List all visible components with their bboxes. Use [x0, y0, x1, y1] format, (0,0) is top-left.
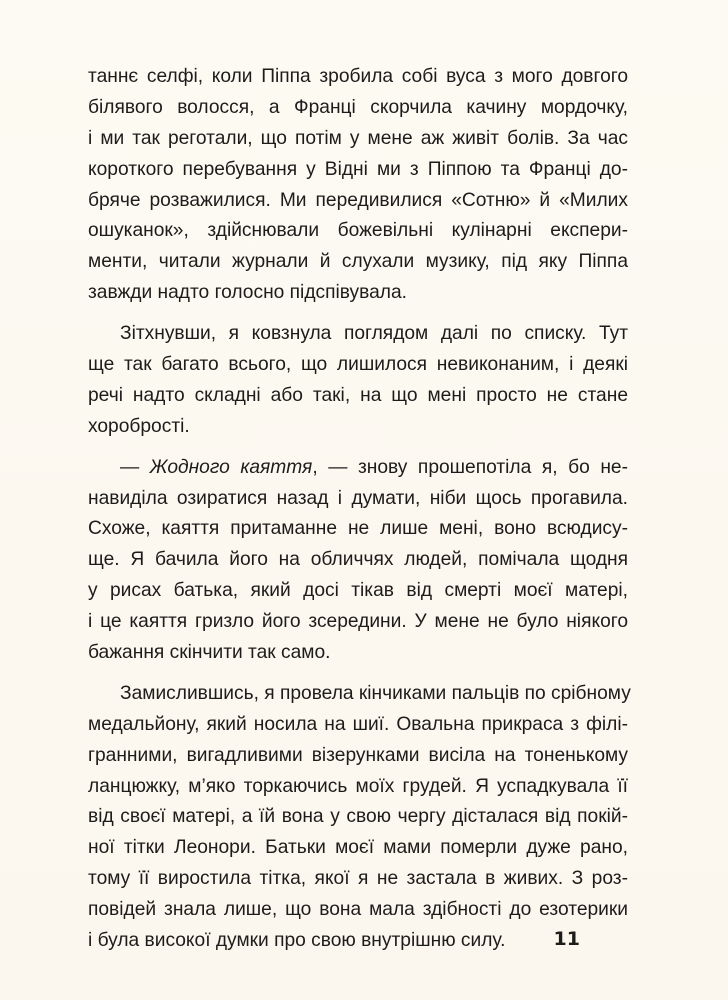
text-line: ошуканок», здійснювали божевільні кулінарні експери-: [88, 220, 628, 242]
text-line: таннє селфі, коли Піппа зробила собі вуса з мого довгого: [88, 66, 628, 87]
text-line: бряче розважилися. Ми передивилися «Сотню» й «Милих: [88, 189, 628, 211]
text-line: Схоже, каяття притаманне не лише мені, воно всюдису-: [88, 518, 628, 540]
page-number: 11: [553, 928, 580, 950]
text-line: завжди надто голосно підспівувала.: [88, 282, 407, 304]
text-line: і ми так реготали, що потім у мене аж живіт болів. За час: [88, 127, 628, 149]
text-line: ще так багато всього, що лишилося невиконаним, і деякі: [88, 354, 628, 376]
text-line: і це каяття гризло його зсередини. У мене не було ніякого: [88, 611, 628, 633]
text-line: і була високої думки про свою внутрішню силу.: [88, 930, 506, 952]
text-line: ної тітки Леонори. Батьки моєї мами померли дуже рано,: [88, 837, 628, 859]
dialogue-rest: , — знову прошепотіла я, бо не-: [312, 456, 628, 478]
text-line: ланцюжку, м’яко торкаючись моїх грудей. Я успадкувала її: [88, 775, 628, 797]
text-line: повідей знала лише, що вона мала здібності до езотерики: [88, 899, 628, 921]
text-line: тому її виростила тітка, якої я не застала в живих. З роз-: [88, 868, 628, 890]
text-line: білявого волосся, а Францi скорчила качину мордочку,: [88, 96, 628, 118]
text-line: хоробрості.: [88, 415, 190, 437]
text-line: ще. Я бачила його на обличчях людей, помічала щодня: [88, 549, 628, 571]
text-line: Замислившись, я провела кінчиками пальців по срібному: [120, 682, 631, 704]
text-line: речі надто складні або такі, на що мені просто не стане: [88, 384, 628, 406]
text-line: від своєї матері, а їй вона у свою чергу дісталася від покій-: [88, 806, 628, 828]
dash: —: [120, 456, 150, 478]
dialogue-line: [88, 453, 628, 484]
text-line: навиділа озиратися назад і думати, ніби щось прогавила.: [88, 487, 628, 509]
text-line: Зітхнувши, я ковзнула поглядом далі по списку. Тут: [120, 323, 628, 345]
text-line: гранними, вигадливими візерунками висіла на тоненькому: [88, 744, 628, 766]
text-line: у рисах батька, який досі тікав від смерті моєї матері,: [88, 580, 628, 602]
text-line: короткого перебування у Відні ми з Піппою та Францi до-: [88, 158, 628, 180]
body-text: [88, 62, 631, 957]
text-line: менти, читали журнали й слухали музику, під яку Піппа: [88, 251, 628, 273]
italic-phrase: Жодного каяття: [149, 456, 313, 478]
text-line: бажання скінчити так само.: [88, 642, 331, 664]
text-line: медальйону, який носила на шиї. Овальна прикраса з філі-: [88, 713, 628, 735]
